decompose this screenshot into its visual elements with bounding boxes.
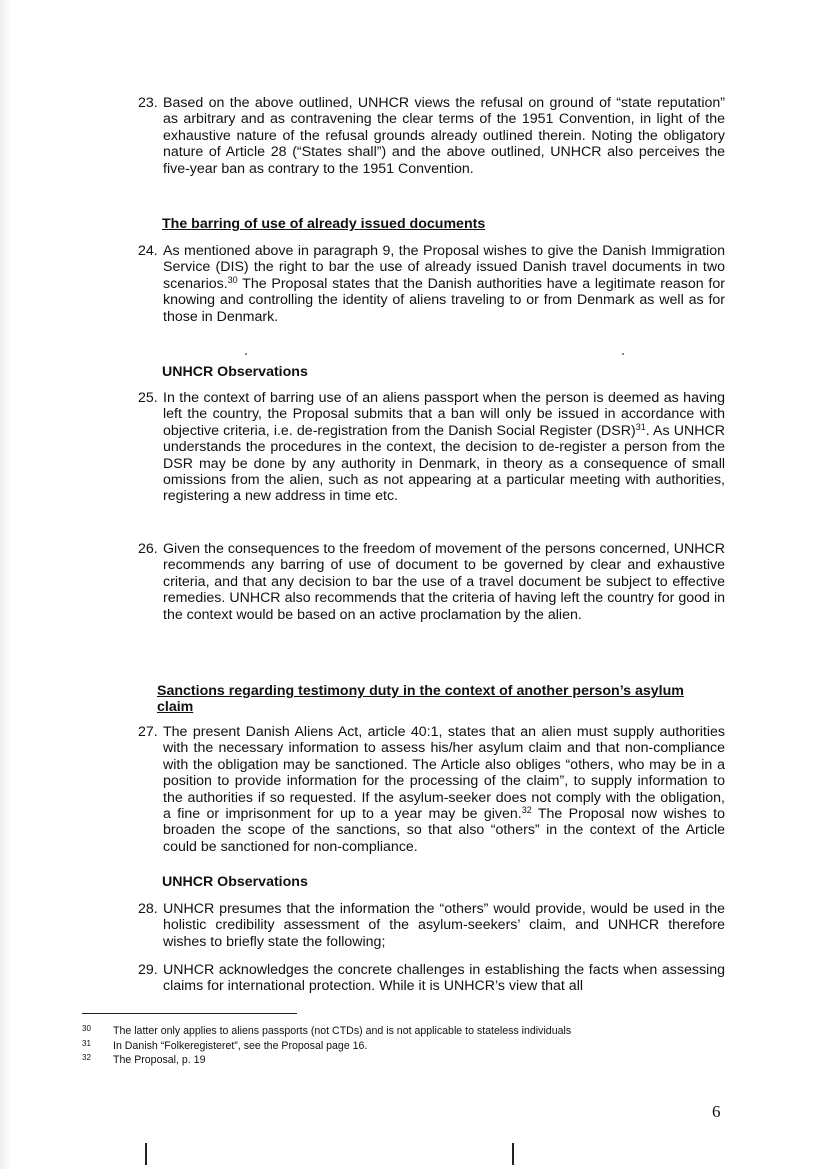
paragraph-28: [138, 901, 725, 950]
paragraph-text: [163, 243, 725, 325]
paragraph-text: UNHCR acknowledges the concrete challenges in establishing the facts when assessing claims for international protection. While it is UNHCR’s view that all: [163, 962, 725, 995]
subheading-observations-2: UNHCR Observations: [162, 874, 308, 890]
text-part: The Proposal states that the Danish authorities have a legitimate reason for knowing and controlling the identity of aliens traveling to or from Denmark as well as for those in Denmark.: [163, 275, 725, 325]
scan-crop-mark: [145, 1143, 147, 1165]
footnote-text: The latter only applies to aliens passports (not CTDs) and is not applicable to stateless individuals: [113, 1025, 572, 1037]
footnote-mark: 30: [82, 1024, 91, 1033]
footnote-30: [82, 1023, 571, 1037]
text-part: The Proposal now wishes to broaden the scope of the sanctions, so that also “others” in the context of the Article could be sanctioned for non-compliance.: [163, 806, 725, 855]
paragraph-29: [138, 962, 725, 995]
paragraph-number: 25.: [138, 390, 158, 406]
section-heading-barring: The barring of use of already issued documents: [162, 216, 486, 232]
paragraph-text: [163, 724, 725, 855]
scan-crop-mark: [512, 1143, 514, 1165]
paragraph-23: [138, 95, 725, 177]
page-number: 6: [712, 1102, 721, 1121]
footnote-32: [82, 1052, 205, 1066]
paragraph-text: Based on the above outlined, UNHCR views the refusal on ground of “state reputation” as arbitrary and as contravening the clear terms of the 1951 Convention, in light of the exhaustive nature of the refusal grounds already outlined therein. Noting the obligatory nature of Article 28 (“States shall”) and the above outlined, UNHCR also perceives the five-year ban as contrary to the 1951 Convention.: [163, 95, 725, 177]
paragraph-number: 26.: [138, 541, 158, 557]
text-part: The present Danish Aliens Act, article 40:1, states that an alien must supply authorities with the necessary information to assess his/her asylum claim and that non-compliance with the obligation may be sanctioned. The Article also obliges “others, who may be in a position to provide information for the processing of the claim”, to supply information to the authorities if so requested. If the asylum-seeker does not comply with the obligation, a fine or imprisonment for up to a year may be given.: [163, 724, 725, 823]
paragraph-number: 23.: [138, 95, 158, 111]
footnote-ref: 31: [635, 421, 646, 432]
paragraph-24: [138, 243, 725, 325]
paragraph-text: UNHCR presumes that the information the “others” would provide, would be used in the holistic credibility assessment of the asylum-seekers’ claim, and UNHCR therefore wishes to briefly state the following;: [163, 901, 725, 950]
scan-speck: [245, 353, 247, 355]
footnote-mark: 31: [82, 1039, 91, 1048]
footnote-text: The Proposal, p. 19: [113, 1054, 206, 1066]
paragraph-text: [163, 390, 725, 505]
paragraph-number: 24.: [138, 243, 158, 259]
paragraph-27: [138, 724, 725, 855]
text-part: As mentioned above in paragraph 9, the Proposal wishes to give the Danish Immigration Service (DIS) the right to bar the use of already issued Danish travel documents in two scenarios.: [163, 243, 725, 292]
text-part: . As UNHCR understands the procedures in the context, the decision to de-register a person from the DSR may be done by any authority in Denmark, in theory as a consequence of small omissions from the alien, such as not appearing at a particular meeting with authorities, registering a new address in time etc.: [163, 422, 726, 505]
section-heading-sanctions: Sanctions regarding testimony duty in the context of another person’s asylum claim: [157, 683, 684, 716]
paragraph-25: [138, 390, 725, 505]
paragraph-text: Given the consequences to the freedom of movement of the persons concerned, UNHCR recommends any barring of use of document to be governed by clear and exhaustive criteria, and that any decision to bar the use of a travel document be subject to effective remedies. UNHCR also recommends that the criteria of having left the country for good in the context would be based on an active proclamation by the alien.: [163, 541, 725, 623]
scan-edge-shadow: [0, 0, 10, 1169]
text-part: In the context of barring use of an aliens passport when the person is deemed as having left the country, the Proposal submits that a ban will only be issued in accordance with objective criteria, i.e. de-registration from the Danish Social Register (DSR): [163, 390, 725, 439]
paragraph-number: 28.: [138, 901, 158, 917]
footnote-mark: 32: [82, 1053, 91, 1062]
footnote-separator: [82, 1013, 297, 1014]
paragraph-26: [138, 541, 725, 623]
paragraph-number: 27.: [138, 724, 158, 740]
footnote-text: In Danish “Folkeregisteret”, see the Proposal page 16.: [113, 1040, 368, 1052]
subheading-observations-1: UNHCR Observations: [162, 364, 308, 380]
footnote-ref: 32: [521, 805, 532, 816]
paragraph-number: 29.: [138, 962, 158, 978]
footnote-31: [82, 1038, 367, 1052]
scan-speck: [622, 353, 624, 355]
footnote-ref: 30: [227, 274, 238, 285]
